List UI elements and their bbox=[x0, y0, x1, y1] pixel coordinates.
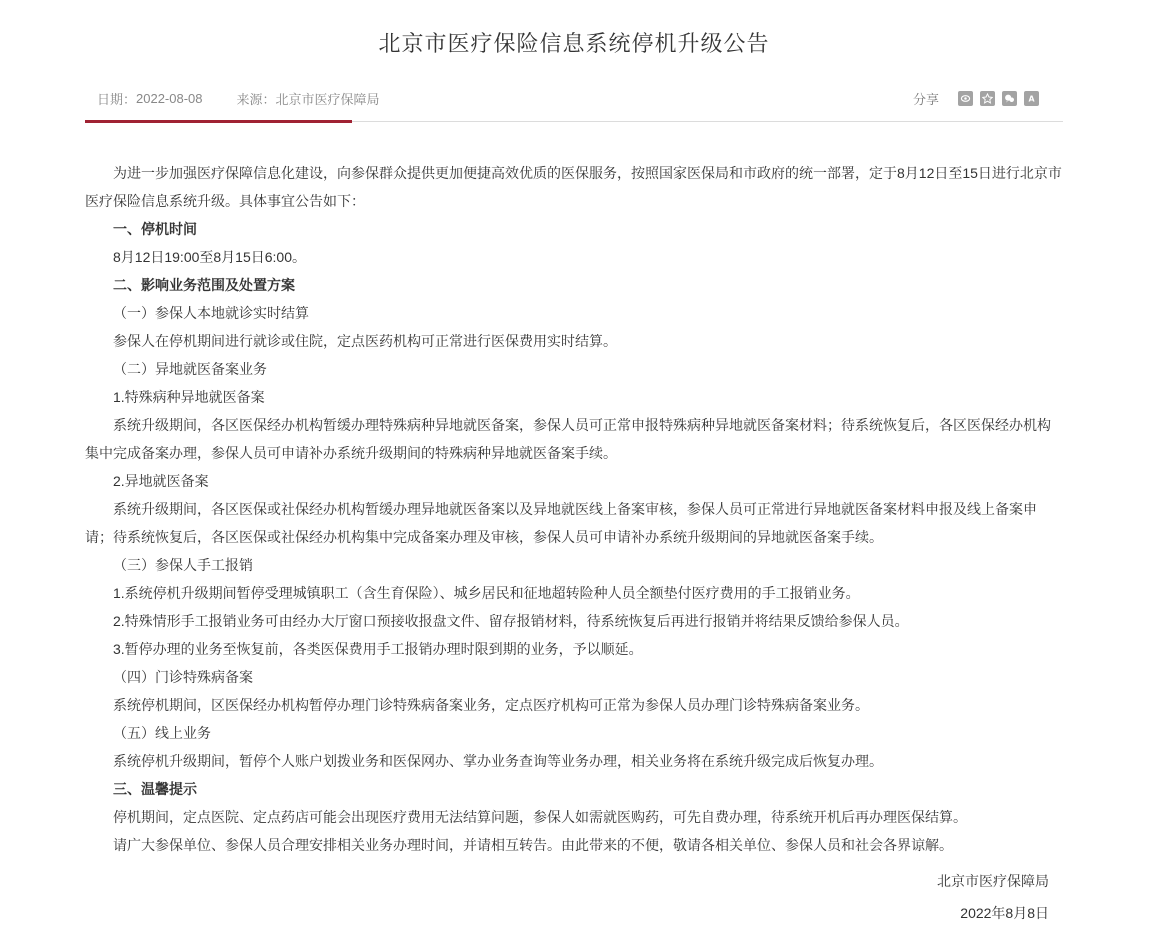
signature-org: 北京市医疗保障局 bbox=[937, 873, 1049, 889]
divider-red-accent bbox=[85, 120, 352, 123]
article-paragraph: 停机期间，定点医院、定点药店可能会出现医疗费用无法结算问题，参保人如需就医购药，可先自费办理，待系统开机后再办理医保结算。 bbox=[113, 809, 967, 825]
header-divider bbox=[85, 120, 1063, 123]
article-paragraph: 请广大参保单位、参保人员合理安排相关业务办理时间，并请相互转告。由此带来的不便，敬请各相关单位、参保人员和社会各界谅解。 bbox=[113, 837, 953, 853]
section-heading: 三、温馨提示 bbox=[113, 781, 197, 797]
signature-block bbox=[85, 865, 1063, 929]
article-paragraph: 1.特殊病种异地就医备案 bbox=[113, 389, 265, 405]
article-paragraph: （二）异地就医备案业务 bbox=[113, 361, 267, 377]
article-paragraph: 1.系统停机升级期间暂停受理城镇职工（含生育保险）、城乡居民和征地超转险种人员全额垫付医疗费用的手工报销业务。 bbox=[113, 585, 860, 601]
meta-info bbox=[85, 89, 380, 108]
source-value: 北京市医疗保障局 bbox=[275, 91, 380, 107]
article-paragraph: 为进一步加强医疗保障信息化建设，向参保群众提供更加便捷高效优质的医保服务，按照国家医保局和市政府的统一部署，定于8月12日至15日进行北京市医疗保险信息系统升级。具体事宜公告如下： bbox=[85, 165, 1062, 209]
article-paragraph: （三）参保人手工报销 bbox=[113, 557, 253, 573]
article-paragraph: 系统停机期间，区医保经办机构暂停办理门诊特殊病备案业务，定点医疗机构可正常为参保人员办理门诊特殊病备案业务。 bbox=[113, 697, 869, 713]
article-paragraph: 系统升级期间，各区医保或社保经办机构暂缓办理异地就医备案以及异地就医线上备案审核，参保人员可正常进行异地就医备案材料申报及线上备案申请；待系统恢复后，各区医保或社保经办机构集中完成备案办理及审核，参保人员可申请补办系统升级期间的异地就医备案手续。 bbox=[85, 501, 1037, 545]
date-label: 日期： bbox=[97, 91, 137, 107]
article-paragraph: 2.特殊情形手工报销业务可由经办大厅窗口预接收报盘文件、留存报销材料，待系统恢复后再进行报销并将结果反馈给参保人员。 bbox=[113, 613, 909, 629]
source-label: 来源： bbox=[236, 91, 276, 107]
article-paragraph: （五）线上业务 bbox=[113, 725, 211, 741]
article-paragraph: 参保人在停机期间进行就诊或住院，定点医药机构可正常进行医保费用实时结算。 bbox=[113, 333, 617, 349]
article-paragraph: （四）门诊特殊病备案 bbox=[113, 669, 253, 685]
share-wechat-icon[interactable] bbox=[1002, 91, 1017, 106]
article-body bbox=[85, 123, 1063, 859]
share-label: 分享 bbox=[912, 91, 939, 107]
page-title: 北京市医疗保险信息系统停机升级公告 bbox=[378, 31, 770, 56]
signature-date: 2022年8月8日 bbox=[960, 905, 1049, 921]
section-heading: 二、影响业务范围及处置方案 bbox=[113, 277, 295, 293]
svg-text:A: A bbox=[1028, 94, 1035, 104]
share-bar bbox=[913, 89, 1039, 108]
article-paragraph: 3.暂停办理的业务至恢复前，各类医保费用手工报销办理时限到期的业务，予以顺延。 bbox=[113, 641, 643, 657]
section-heading: 一、停机时间 bbox=[113, 221, 197, 237]
share-qzone-icon[interactable] bbox=[980, 91, 995, 106]
meta-bar bbox=[85, 88, 1063, 108]
article-paragraph: 系统停机升级期间，暂停个人账户划拨业务和医保网办、掌办业务查询等业务办理，相关业务将在系统升级完成后恢复办理。 bbox=[113, 753, 883, 769]
article-paragraph: 系统升级期间，各区医保经办机构暂缓办理特殊病种异地就医备案，参保人员可正常申报特殊病种异地就医备案材料；待系统恢复后，各区医保经办机构集中完成备案办理，参保人员可申请补办系统升级期间的特殊病种异地就医备案手续。 bbox=[85, 417, 1051, 461]
article-paragraph: 2.异地就医备案 bbox=[113, 473, 209, 489]
date-value: 2022-08-08 bbox=[136, 90, 203, 106]
share-weibo-icon[interactable] bbox=[958, 91, 973, 106]
article-paragraph: 8月12日19:00至8月15日6:00。 bbox=[113, 249, 306, 265]
article-paragraph: （一）参保人本地就诊实时结算 bbox=[113, 305, 309, 321]
share-print-icon[interactable] bbox=[1024, 91, 1039, 106]
